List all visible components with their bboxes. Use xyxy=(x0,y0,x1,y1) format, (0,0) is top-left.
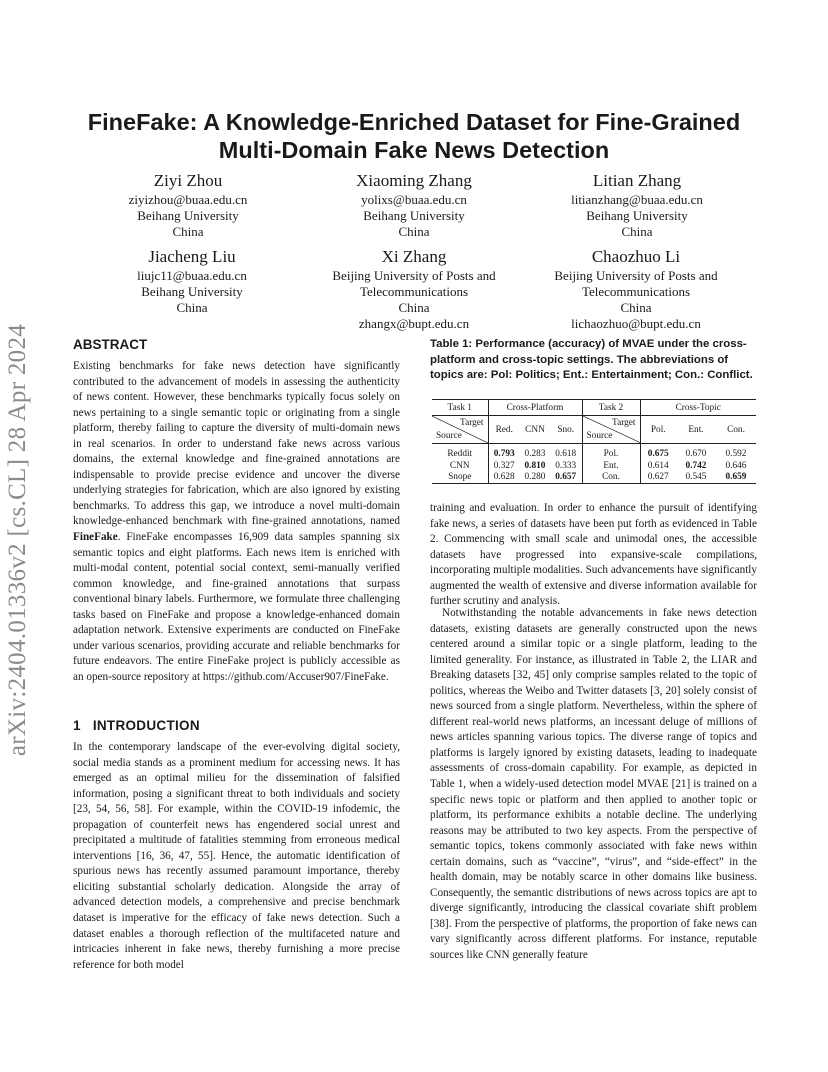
table-header-task1: Task 1 xyxy=(432,400,488,416)
author-name: Chaozhuo Li xyxy=(591,247,681,266)
table-cell: 0.646 xyxy=(725,460,747,471)
table-cell: 0.327 xyxy=(488,460,520,472)
table-cell: 0.627 xyxy=(640,472,676,484)
row-source: CNN xyxy=(449,460,470,471)
column-header: Red. xyxy=(488,416,520,444)
author-country: China xyxy=(398,300,430,315)
author-email: liujc11@buaa.edu.cn xyxy=(137,268,247,283)
table-cell: 0.333 xyxy=(555,460,577,471)
table-row xyxy=(432,460,756,472)
author-name: Jiacheng Liu xyxy=(148,247,236,266)
author-affiliation: Beihang University xyxy=(141,284,243,299)
author-block xyxy=(68,170,308,240)
table-header-cross-platform: Cross-Platform xyxy=(488,400,582,416)
author-name: Ziyi Zhou xyxy=(153,171,223,190)
table-cell: 0.628 xyxy=(488,472,520,484)
row-source: Pol. xyxy=(582,449,640,461)
table-cell-best: 0.793 xyxy=(493,449,515,460)
author-affiliation: Beihang University xyxy=(363,208,465,223)
author-affiliation: Beihang University xyxy=(586,208,688,223)
table-cell-best: 0.659 xyxy=(725,472,747,483)
table-cell: 0.670 xyxy=(685,449,707,460)
table-cell-best: 0.810 xyxy=(524,460,546,471)
section-heading xyxy=(73,718,200,733)
table-cell-best: 0.657 xyxy=(555,472,577,483)
author-email: ziyizhou@buaa.edu.cn xyxy=(128,192,248,207)
author-affiliation: Beijing University of Posts and xyxy=(332,268,496,283)
body-paragraph: training and evaluation. In order to enhance the pursuit of identifying fake news, a series of datasets have been put forth as evidenced in Table 2. Commencing with small scale and unimodal ones, the accessible datasets have progressed into expansive-scale compilations, incorporating multiple modalities. Such advancements have significantly augmented the wealth of extensive and diverse information available for further scrutiny and analysis. xyxy=(430,502,757,608)
author-email: zhangx@bupt.edu.cn xyxy=(358,316,470,331)
author-affiliation: Beihang University xyxy=(137,208,239,223)
row-source: Snope xyxy=(432,472,488,484)
author-affiliation: Telecommunications xyxy=(359,284,469,299)
author-block xyxy=(516,246,756,332)
source-label: Source xyxy=(436,431,462,441)
abstract-text: Existing benchmarks for fake news detection have significantly contributed to the advancement of models in assessing the authenticity of news content. However, these benchmarks typically focus solely on news pertaining to a single semantic topic or originating from a single platform, thereby failing to capture the diversity of multi-domain news in real scenarios. In order to understand fake news across various domains, the external knowledge and fine-grained annotations are indispensable to provide precise evidence and uncover the diverse underlying strategies for fabrication, which are also ignored by existing benchmarks. To address this gap, we introduce a novel multi-domain knowledge-enhanced benchmark with fine-grained annotations, named xyxy=(73,360,400,528)
table-row xyxy=(432,472,756,484)
row-source: Reddit xyxy=(447,449,473,460)
table-caption: Table 1: Performance (accuracy) of MVAE under the cross-platform and cross-topic settings. The abbreviations of topics are: Pol: Politics; Ent.: Entertainment; Con.: Conflict. xyxy=(430,338,753,381)
table-header-task2: Task 2 xyxy=(582,400,640,416)
table-cell: 0.280 xyxy=(520,472,550,484)
column-header: Con. xyxy=(716,416,756,444)
section-title: INTRODUCTION xyxy=(92,718,200,733)
column-header: Ent. xyxy=(676,416,716,444)
author-block xyxy=(517,170,757,240)
body-paragraph: Notwithstanding the notable advancements in fake news detection datasets, existing datasets are generally constructed upon the news centered around a similar topic or a single platform, leading to the limited generality. For instance, as illustrated in Table 2, the LIAR and Breaking datasets [32, 45] only comprise samples related to the topic of politics, whereas the Weibo and Twitter datasets [3, 20] solely consist of news sourced from a single platform. Nevertheless, within the sphere of different real-world news platforms, an incessant deluge of millions of news articles spanning various topics. The diverse range of topics and platforms is largely ignored by existing datasets, leading to inadequate assessments of cross-domain capability. For example, as depicted in Table 1, when a widely-used detection model MVAE [21] is trained on a specific news topic or platform and then applied to another topic or platform, its performance exhibits a notable decline. The underlying reasons may be attributed to two key aspects. From the perspective of semantic topics, tokens commonly associated with fake news within certain domains, such as “vaccine”, “virus”, and “side-effect” in the health domain, may be notably scarce in other domains like business. Consequently, the semantic distributions of news across topics are apt to diverge significantly, introducing the classical covariate shift problem [38]. From the perspective of platforms, the proportion of fake news can vary significantly across different platforms. For instance, reputable sources like CNN generally feature xyxy=(430,607,757,962)
table-cell: 0.614 xyxy=(640,460,676,472)
section-number: 1 xyxy=(73,718,81,733)
author-block xyxy=(72,246,312,316)
column-header: Pol. xyxy=(640,416,676,444)
author-country: China xyxy=(172,224,204,239)
paper-title xyxy=(60,108,768,164)
row-source: Con. xyxy=(582,472,640,484)
author-name: Xi Zhang xyxy=(381,247,447,266)
table-cell-best: 0.675 xyxy=(647,449,669,460)
author-affiliation: Beijing University of Posts and xyxy=(554,268,718,283)
author-country: China xyxy=(620,300,652,315)
column-header: Sno. xyxy=(550,416,582,444)
author-country: China xyxy=(176,300,208,315)
author-name: Litian Zhang xyxy=(592,171,682,190)
table-diagonal-cell xyxy=(582,416,640,444)
author-email: lichaozhuo@bupt.edu.cn xyxy=(571,316,701,331)
table-cell: 0.545 xyxy=(676,472,716,484)
column-header: CNN xyxy=(520,416,550,444)
author-email: litianzhang@buaa.edu.cn xyxy=(571,192,703,207)
row-source: Ent. xyxy=(582,460,640,472)
table-cell: 0.592 xyxy=(725,449,747,460)
source-label: Source xyxy=(586,431,613,441)
table-row xyxy=(432,449,756,461)
intro-paragraph: In the contemporary landscape of the ever-evolving digital society, social media stands as a prominent medium for accessing news. It has emerged as an optimal milieu for the dissemination of falsified information, posing a significant threat to both individuals and society [23, 54, 56, 58]. For example, within the COVID-19 infodemic, the propagation of counterfeit news has engendered social unrest and precipitated a multitude of fatalities stemming from erroneous medical interventions [16, 36, 47, 55]. Hence, the automatic identification of spurious news has recently assumed paramount importance, thereby eliciting substantial scholarly dedication. Alongside the array of advanced detection models, a comprehensive and precise benchmark dataset is imperative for the efficacy of fake news detection. Such a dataset enables a thorough reflection of the multifaceted nature and intricacies inherent in fake news, thereby furnishing a more precise reference for both model xyxy=(73,741,400,971)
author-block xyxy=(294,170,534,240)
table-cell: 0.618 xyxy=(555,449,577,460)
table-diagonal-cell xyxy=(432,416,488,444)
author-email: yolixs@buaa.edu.cn xyxy=(361,192,467,207)
author-affiliation: Telecommunications xyxy=(581,284,691,299)
abstract-text: . FineFake encompasses 16,909 data samples spanning six semantic topics and eight platforms. Each news item is enriched with multi-modal content, potential social context, semi-manually verified common knowledge, and fine-grained annotations that surpass conventional binary labels. Furthermore, we formulate three challenging tasks based on FineFake and propose a knowledge-enhanced domain adaptation network. Extensive experiments are conducted on FineFake under various scenarios, providing accurate and reliable benchmarks for future endeavors. The entire FineFake project is publicly accessible as an open-source repository at https://github.com/Accuser907/FineFake. xyxy=(73,531,400,683)
author-name: Xiaoming Zhang xyxy=(356,171,472,190)
dataset-name: FineFake xyxy=(73,531,118,544)
abstract-heading: ABSTRACT xyxy=(73,337,148,352)
target-label: Target xyxy=(612,418,636,428)
author-country: China xyxy=(398,224,430,239)
title-line-2: Multi-Domain Fake News Detection xyxy=(218,137,610,163)
table-cell: 0.283 xyxy=(524,449,546,460)
results-table xyxy=(432,399,756,484)
author-country: China xyxy=(621,224,653,239)
author-block xyxy=(294,246,534,332)
arxiv-id: arXiv:2404.01336v2 [cs.CL] 28 Apr 2024 xyxy=(4,323,31,757)
target-label: Target xyxy=(460,418,484,428)
title-line-1: FineFake: A Knowledge-Enriched Dataset for Fine-Grained xyxy=(87,109,741,135)
abstract-body xyxy=(73,359,400,685)
table-cell-best: 0.742 xyxy=(685,460,707,471)
table-header-cross-topic: Cross-Topic xyxy=(640,400,756,416)
